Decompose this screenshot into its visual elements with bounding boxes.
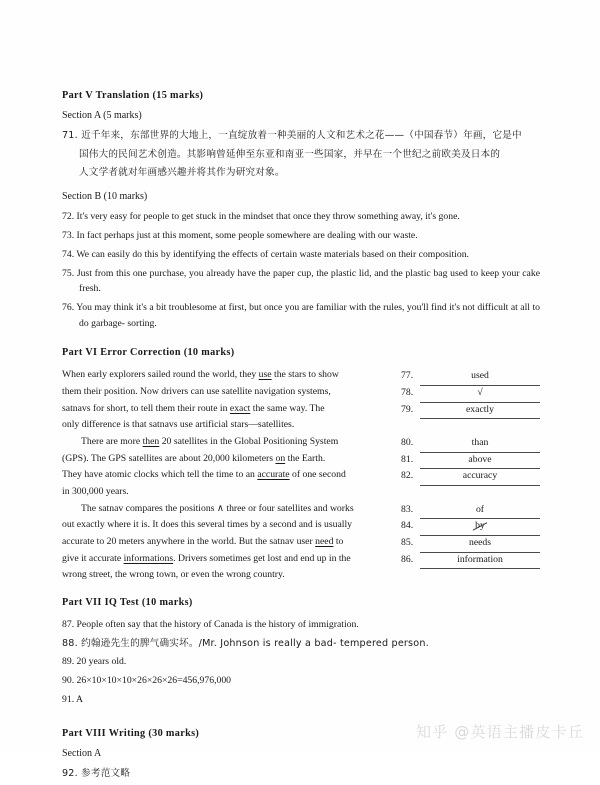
answer-value: exactly — [420, 402, 540, 420]
item-text: We can easily do this by identifying the effects of certain waste materials based on their composition. — [76, 248, 469, 260]
item-number: 90. — [62, 674, 75, 686]
error-correction-block — [62, 367, 540, 584]
answer-row[interactable] — [401, 518, 540, 535]
iq-item-88 — [62, 636, 540, 652]
answer-value-struck — [420, 518, 540, 536]
translation-item-74 — [62, 247, 540, 263]
item-text-line-3: 人文学者就对年画感兴趣并将其作为研究对象。 — [79, 167, 285, 179]
item-number: 92. — [62, 768, 78, 780]
answer-number: 80. — [401, 436, 414, 448]
passage-line: out exactly where it is. It does this several times by a second and is usually — [62, 519, 353, 531]
item-text: 26×10×10×10×26×26×26=456,976,000 — [76, 674, 232, 686]
error-correction-answers — [392, 367, 540, 568]
item-text: 参考范文略 — [81, 768, 131, 780]
answer-row[interactable] — [401, 435, 540, 452]
answer-number: 79. — [401, 403, 414, 415]
answer-value: information — [420, 552, 540, 570]
item-text: Just from this one purchase, you already have the paper cup, the plastic lid, and the plastic bag used to keep your cake fresh. — [76, 267, 540, 295]
writing-item-92 — [62, 766, 540, 782]
answer-row[interactable] — [401, 368, 540, 385]
underlined-error-word: exact — [229, 402, 251, 414]
answer-number: 78. — [401, 386, 414, 398]
spacer — [62, 184, 540, 191]
part-viii-heading: Part VIII Writing (30 marks) — [62, 728, 200, 740]
answer-number: 86. — [401, 553, 414, 565]
answer-row[interactable] — [401, 552, 540, 569]
answer-number: 77. — [401, 370, 414, 382]
writing-section-a-heading: Section A — [62, 747, 102, 759]
translation-item-71 — [62, 128, 540, 144]
answer-number: 82. — [401, 470, 414, 482]
answer-value: accuracy — [420, 468, 540, 486]
translation-item-71-line3 — [62, 165, 540, 181]
answer-row[interactable] — [401, 402, 540, 419]
answer-row[interactable] — [401, 385, 540, 402]
answer-value: used — [420, 368, 540, 386]
passage-line: wrong street, the wrong town, or even the wrong country. — [62, 569, 285, 581]
passage-line: only difference is that satnavs use artificial stars—satellites. — [62, 419, 295, 431]
answer-number: 85. — [401, 537, 414, 548]
item-text: It's very easy for people to get stuck in the mindset that once they throw something away, it's gone. — [76, 211, 460, 223]
item-number: 76. — [62, 301, 75, 313]
zhihu-watermark: 知乎 @英语主播皮卡丘 — [416, 723, 584, 741]
answer-row[interactable] — [401, 502, 540, 519]
underlined-error-word: accurate — [257, 469, 290, 481]
spacer — [62, 334, 540, 347]
passage-line: accurate to 20 meters anywhere in the world. But the satnav user need to — [62, 536, 344, 547]
part-v-heading: Part V Translation (15 marks) — [62, 90, 204, 101]
answer-value: than — [420, 435, 540, 453]
item-text: 20 years old. — [76, 656, 127, 668]
iq-item-90 — [62, 673, 540, 689]
passage-line: give it accurate informations. Drivers sometimes get lost and end up in the — [62, 552, 351, 564]
section-a-heading: Section A (5 marks) — [62, 109, 142, 121]
item-text: People often say that the history of Canada is the history of immigration. — [76, 618, 359, 630]
translation-item-71-line2 — [62, 147, 540, 163]
answer-number: 81. — [401, 453, 414, 465]
answer-row[interactable] — [401, 452, 540, 469]
error-correction-passage — [62, 367, 392, 584]
iq-item-89 — [62, 654, 540, 670]
underlined-error-word: then — [142, 435, 160, 447]
answer-value: √ — [420, 385, 540, 403]
passage-line: When early explorers sailed round the world, they use the stars to show — [62, 369, 339, 381]
item-text: 约翰逊先生的脾气确实坏。/Mr. Johnson is really a bad- tempered person. — [81, 637, 429, 649]
passage-line: There are more then 20 satellites in the Global Positioning System — [81, 435, 339, 447]
spacer — [62, 584, 540, 597]
item-text: You may think it's a bit troublesome at first, but once you are familiar with the rules, you'll find it's not difficult at all to do garbage- sorting. — [76, 301, 541, 329]
answer-row-spacer — [401, 485, 540, 502]
passage-line: The satnav compares the positions ∧ three or four satellites and works — [81, 502, 354, 514]
document-content — [62, 90, 540, 785]
item-number: 87. — [62, 618, 75, 630]
item-number: 73. — [62, 230, 75, 242]
translation-item-76 — [62, 300, 540, 331]
item-text-line-2: 国伟大的民间艺术创造。其影响曾延伸至东亚和南亚一些国家，并早在一个世纪之前欧美及日本的 — [79, 148, 501, 160]
answer-value: above — [420, 452, 540, 470]
item-text: In fact perhaps just at this moment, some people somewhere are dealing with our waste. — [76, 230, 418, 242]
answer-value: of — [420, 502, 540, 520]
item-number: 74. — [62, 248, 75, 260]
item-number: 91. — [62, 693, 75, 705]
translation-item-73 — [62, 228, 540, 244]
answer-row[interactable] — [401, 535, 540, 552]
part-vi-heading: Part VI Error Correction (10 marks) — [62, 347, 235, 359]
answer-row-spacer — [401, 418, 540, 435]
item-text: A — [76, 693, 83, 705]
part-vii-heading: Part VII IQ Test (10 marks) — [62, 597, 193, 609]
section-b-heading: Section B (10 marks) — [62, 190, 148, 202]
item-number: 89. — [62, 656, 75, 668]
underlined-error-word: on — [275, 452, 286, 464]
passage-line: satnavs for short, to tell them their route in exact the same way. The — [62, 402, 325, 414]
item-number: 71. — [62, 130, 78, 142]
underlined-error-word: use — [258, 369, 272, 381]
passage-line: They have atomic clocks which tell the time to an accurate of one second — [62, 469, 346, 481]
answer-row[interactable] — [401, 468, 540, 485]
iq-item-87 — [62, 617, 540, 633]
item-number: 72. — [62, 211, 75, 223]
underlined-error-word: informations — [123, 552, 174, 564]
answer-number: 84. — [401, 520, 414, 532]
translation-item-72 — [62, 209, 540, 225]
item-text-line-1: 近千年来，东部世界的大地上，一直绽放着一种美丽的人文和艺术之花——（中国春节）年画，它是中 — [81, 130, 522, 142]
passage-line: in 300,000 years. — [62, 485, 129, 497]
translation-item-75 — [62, 266, 540, 297]
passage-line: (GPS). The GPS satellites are about 20,000 kilometers on the Earth. — [62, 452, 326, 464]
item-number: 88. — [62, 637, 78, 649]
answer-value: needs — [420, 535, 540, 553]
item-number: 75. — [62, 267, 75, 279]
strikethrough-mark: by — [475, 518, 485, 535]
answer-number: 83. — [401, 503, 414, 515]
passage-line: them their position. Now drivers can use satellite navigation systems, — [62, 385, 331, 397]
underlined-error-word: need — [315, 536, 334, 547]
iq-item-91 — [62, 692, 540, 708]
